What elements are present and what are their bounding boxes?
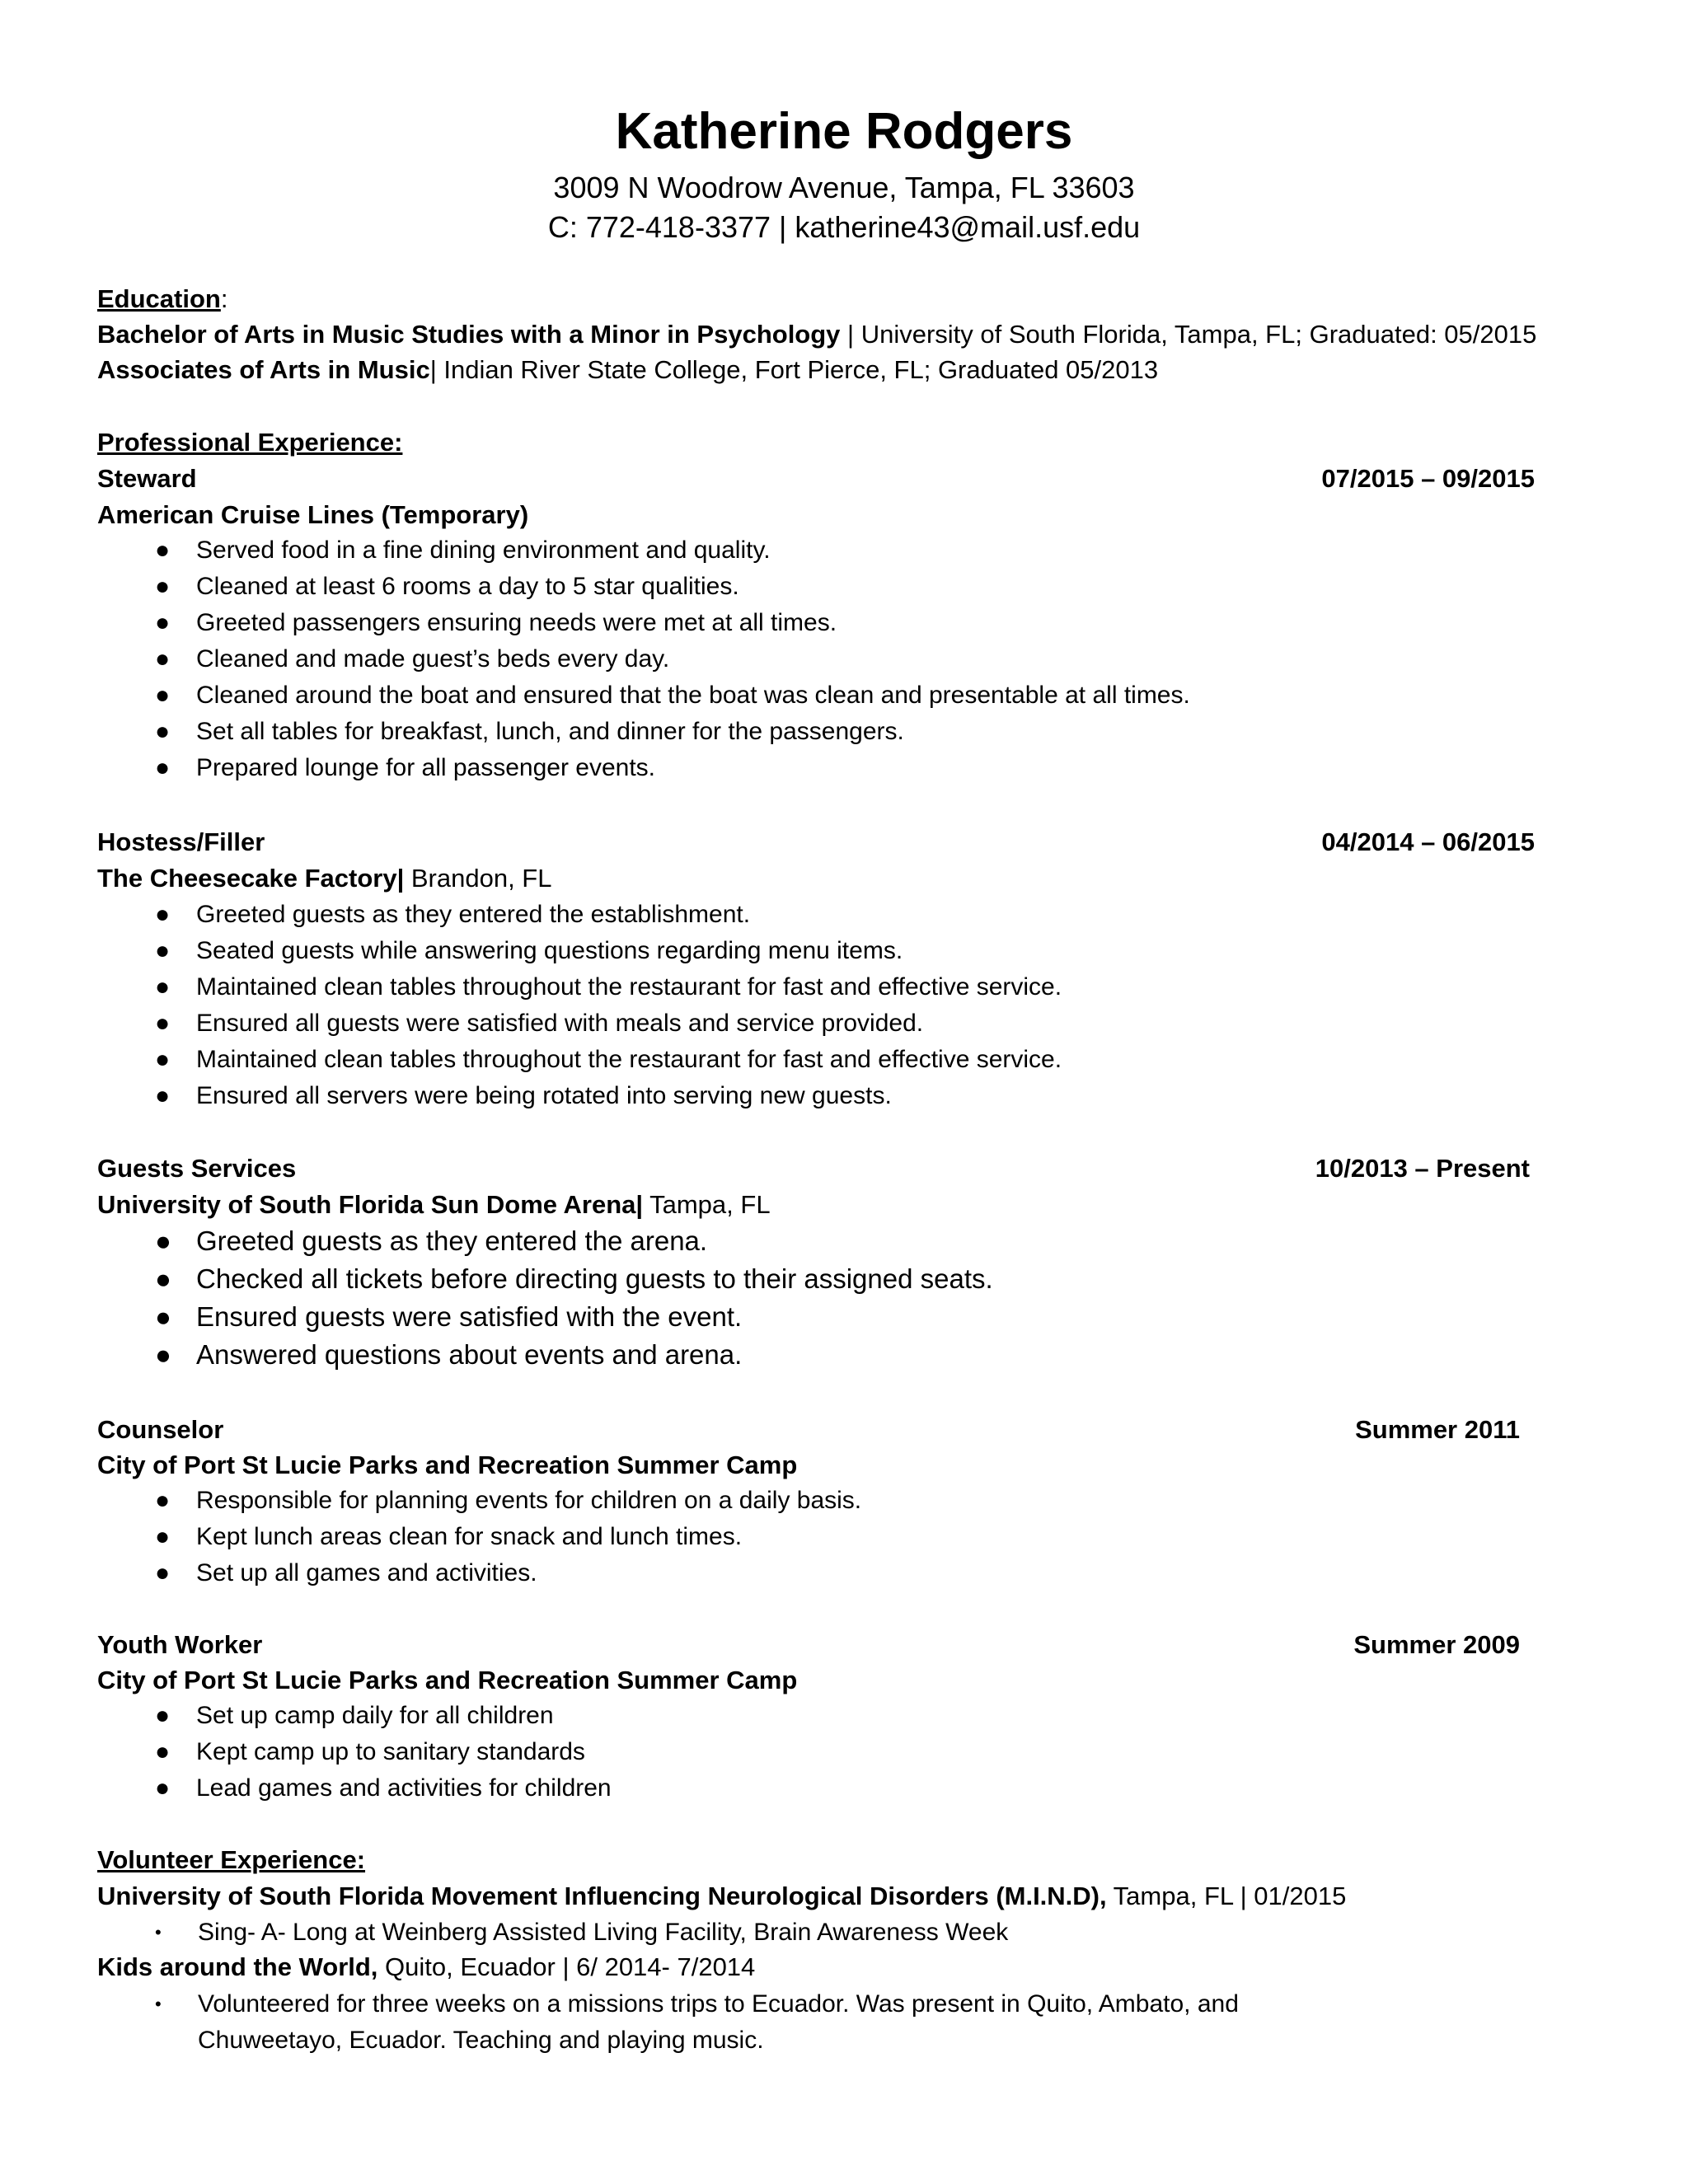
list-item: [155, 1915, 1375, 1951]
degree-name: Associates of Arts in Music: [97, 355, 430, 384]
bullet-text: Maintained clean tables throughout the restaurant for fast and effective service.: [196, 1046, 1062, 1073]
bullet-text: Greeted guests as they entered the arena.: [196, 1226, 708, 1256]
volunteer-org: [97, 1880, 1346, 1913]
job-title: Guests Services: [97, 1154, 297, 1183]
bullet-icon: ●: [155, 1738, 171, 1765]
degree-details: | Indian River State College, Fort Pierce, FL; Graduated 05/2013: [429, 355, 1159, 384]
job-dates: 10/2013 – Present: [1315, 1154, 1530, 1183]
volunteer-heading: Volunteer Experience:: [97, 1845, 366, 1874]
bullet-icon: ●: [155, 1559, 171, 1586]
experience-heading: Professional Experience:: [97, 428, 403, 457]
bullet-text: Sing- A- Long at Weinberg Assisted Living Facility, Brain Awareness Week: [198, 1919, 1009, 1946]
bullet-text: Set all tables for breakfast, lunch, and dinner for the passengers.: [196, 718, 904, 745]
bullet-text: Kept lunch areas clean for snack and lunch times.: [196, 1523, 743, 1550]
employer: American Cruise Lines (Temporary): [97, 500, 529, 529]
org-details: Tampa, FL | 01/2015: [1106, 1882, 1347, 1910]
bullet-icon: ●: [155, 1010, 171, 1037]
bullet-icon: ●: [155, 1301, 171, 1332]
employer-location: Tampa, FL: [643, 1190, 771, 1219]
bullet-text: Kept camp up to sanitary standards: [196, 1738, 585, 1765]
degree-1: [97, 318, 1536, 351]
employer: [97, 862, 551, 895]
bullet-text: Set up camp daily for all children: [196, 1702, 554, 1729]
contact-info: C: 772-418-3377 | katherine43@mail.usf.edu: [547, 210, 1141, 244]
candidate-name: Katherine Rodgers: [615, 103, 1073, 160]
bullet-text: Set up all games and activities.: [196, 1559, 537, 1586]
bullet-icon: ●: [155, 1226, 171, 1256]
bullet-text: Greeted guests as they entered the establishment.: [196, 901, 751, 928]
bullet-icon: ●: [155, 1339, 171, 1370]
bullet-icon: ●: [155, 1487, 171, 1514]
bullet-icon: ●: [155, 682, 171, 709]
bullet-text: Prepared lounge for all passenger events.: [196, 754, 656, 781]
bullet-text: Served food in a fine dining environment and quality.: [196, 537, 771, 564]
bullet-icon: ●: [155, 1523, 171, 1550]
bullet-icon: ●: [155, 609, 171, 636]
bullet-icon: ●: [155, 1082, 171, 1109]
education-heading: [97, 283, 227, 316]
bullet-icon: ●: [155, 1263, 171, 1294]
bullet-icon: ●: [155, 645, 171, 673]
org-name: University of South Florida Movement Influencing Neurological Disorders (M.I.N.D),: [97, 1882, 1107, 1910]
bullet-icon: ●: [155, 1774, 171, 1802]
bullet-icon: ●: [155, 1046, 171, 1073]
bullet-icon: •: [155, 1922, 162, 1943]
job-title: Counselor: [97, 1415, 224, 1444]
job-dates: 04/2014 – 06/2015: [1321, 827, 1535, 856]
education-colon: :: [220, 284, 228, 313]
bullet-text: Checked all tickets before directing guests to their assigned seats.: [196, 1263, 993, 1294]
bullet-text: Ensured guests were satisfied with the event.: [196, 1301, 743, 1332]
bullet-text: Seated guests while answering questions regarding menu items.: [196, 937, 903, 964]
degree-name: Bachelor of Arts in Music Studies with a Minor in Psychology: [97, 320, 841, 349]
degree-details: | University of South Florida, Tampa, FL; Graduated: 05/2015: [840, 320, 1537, 349]
employer: City of Port St Lucie Parks and Recreation Summer Camp: [97, 1451, 798, 1479]
bullet-text: Cleaned and made guest’s beds every day.: [196, 645, 670, 673]
bullet-text: Ensured all servers were being rotated into serving new guests.: [196, 1082, 892, 1109]
job-dates: Summer 2009: [1353, 1630, 1520, 1659]
bullet-text: Ensured all guests were satisfied with meals and service provided.: [196, 1010, 924, 1037]
employer-location: Brandon, FL: [404, 864, 552, 893]
employer: City of Port St Lucie Parks and Recreation Summer Camp: [97, 1666, 798, 1694]
job-dates: Summer 2011: [1355, 1415, 1520, 1444]
employer: [97, 1188, 771, 1221]
list-item: [155, 1986, 1375, 2059]
bullet-icon: ●: [155, 901, 171, 928]
bullet-icon: ●: [155, 754, 171, 781]
education-title: Education: [97, 284, 221, 313]
address: 3009 N Woodrow Avenue, Tampa, FL 33603: [553, 171, 1135, 204]
bullet-icon: ●: [155, 937, 171, 964]
org-details: Quito, Ecuador | 6/ 2014- 7/2014: [377, 1952, 756, 1981]
employer-name: The Cheesecake Factory|: [97, 864, 405, 893]
volunteer-org: [97, 1951, 755, 1984]
job-title: Youth Worker: [97, 1630, 263, 1659]
bullet-icon: ●: [155, 537, 171, 564]
org-name: Kids around the World,: [97, 1952, 378, 1981]
bullet-text: Volunteered for three weeks on a missions trips to Ecuador. Was present in Quito, Ambato, and Chuweetayo, Ecuador. Teaching and playing music.: [198, 1990, 1239, 2054]
employer-name: University of South Florida Sun Dome Arena|: [97, 1190, 644, 1219]
bullet-icon: ●: [155, 973, 171, 1001]
job-dates: 07/2015 – 09/2015: [1321, 464, 1535, 493]
bullet-text: Answered questions about events and arena.: [196, 1339, 743, 1370]
bullet-text: Maintained clean tables throughout the restaurant for fast and effective service.: [196, 973, 1062, 1001]
job-title: Steward: [97, 464, 197, 493]
bullet-icon: ●: [155, 573, 171, 600]
bullet-text: Greeted passengers ensuring needs were met at all times.: [196, 609, 837, 636]
bullet-icon: •: [155, 1994, 162, 2014]
bullet-text: Cleaned at least 6 rooms a day to 5 star qualities.: [196, 573, 739, 600]
bullet-text: Lead games and activities for children: [196, 1774, 612, 1802]
degree-2: [97, 354, 1158, 387]
job-title: Hostess/Filler: [97, 827, 265, 856]
bullet-text: Responsible for planning events for children on a daily basis.: [196, 1487, 862, 1514]
bullet-icon: ●: [155, 718, 171, 745]
bullet-icon: ●: [155, 1702, 171, 1729]
bullet-text: Cleaned around the boat and ensured that the boat was clean and presentable at all times.: [196, 682, 1190, 709]
